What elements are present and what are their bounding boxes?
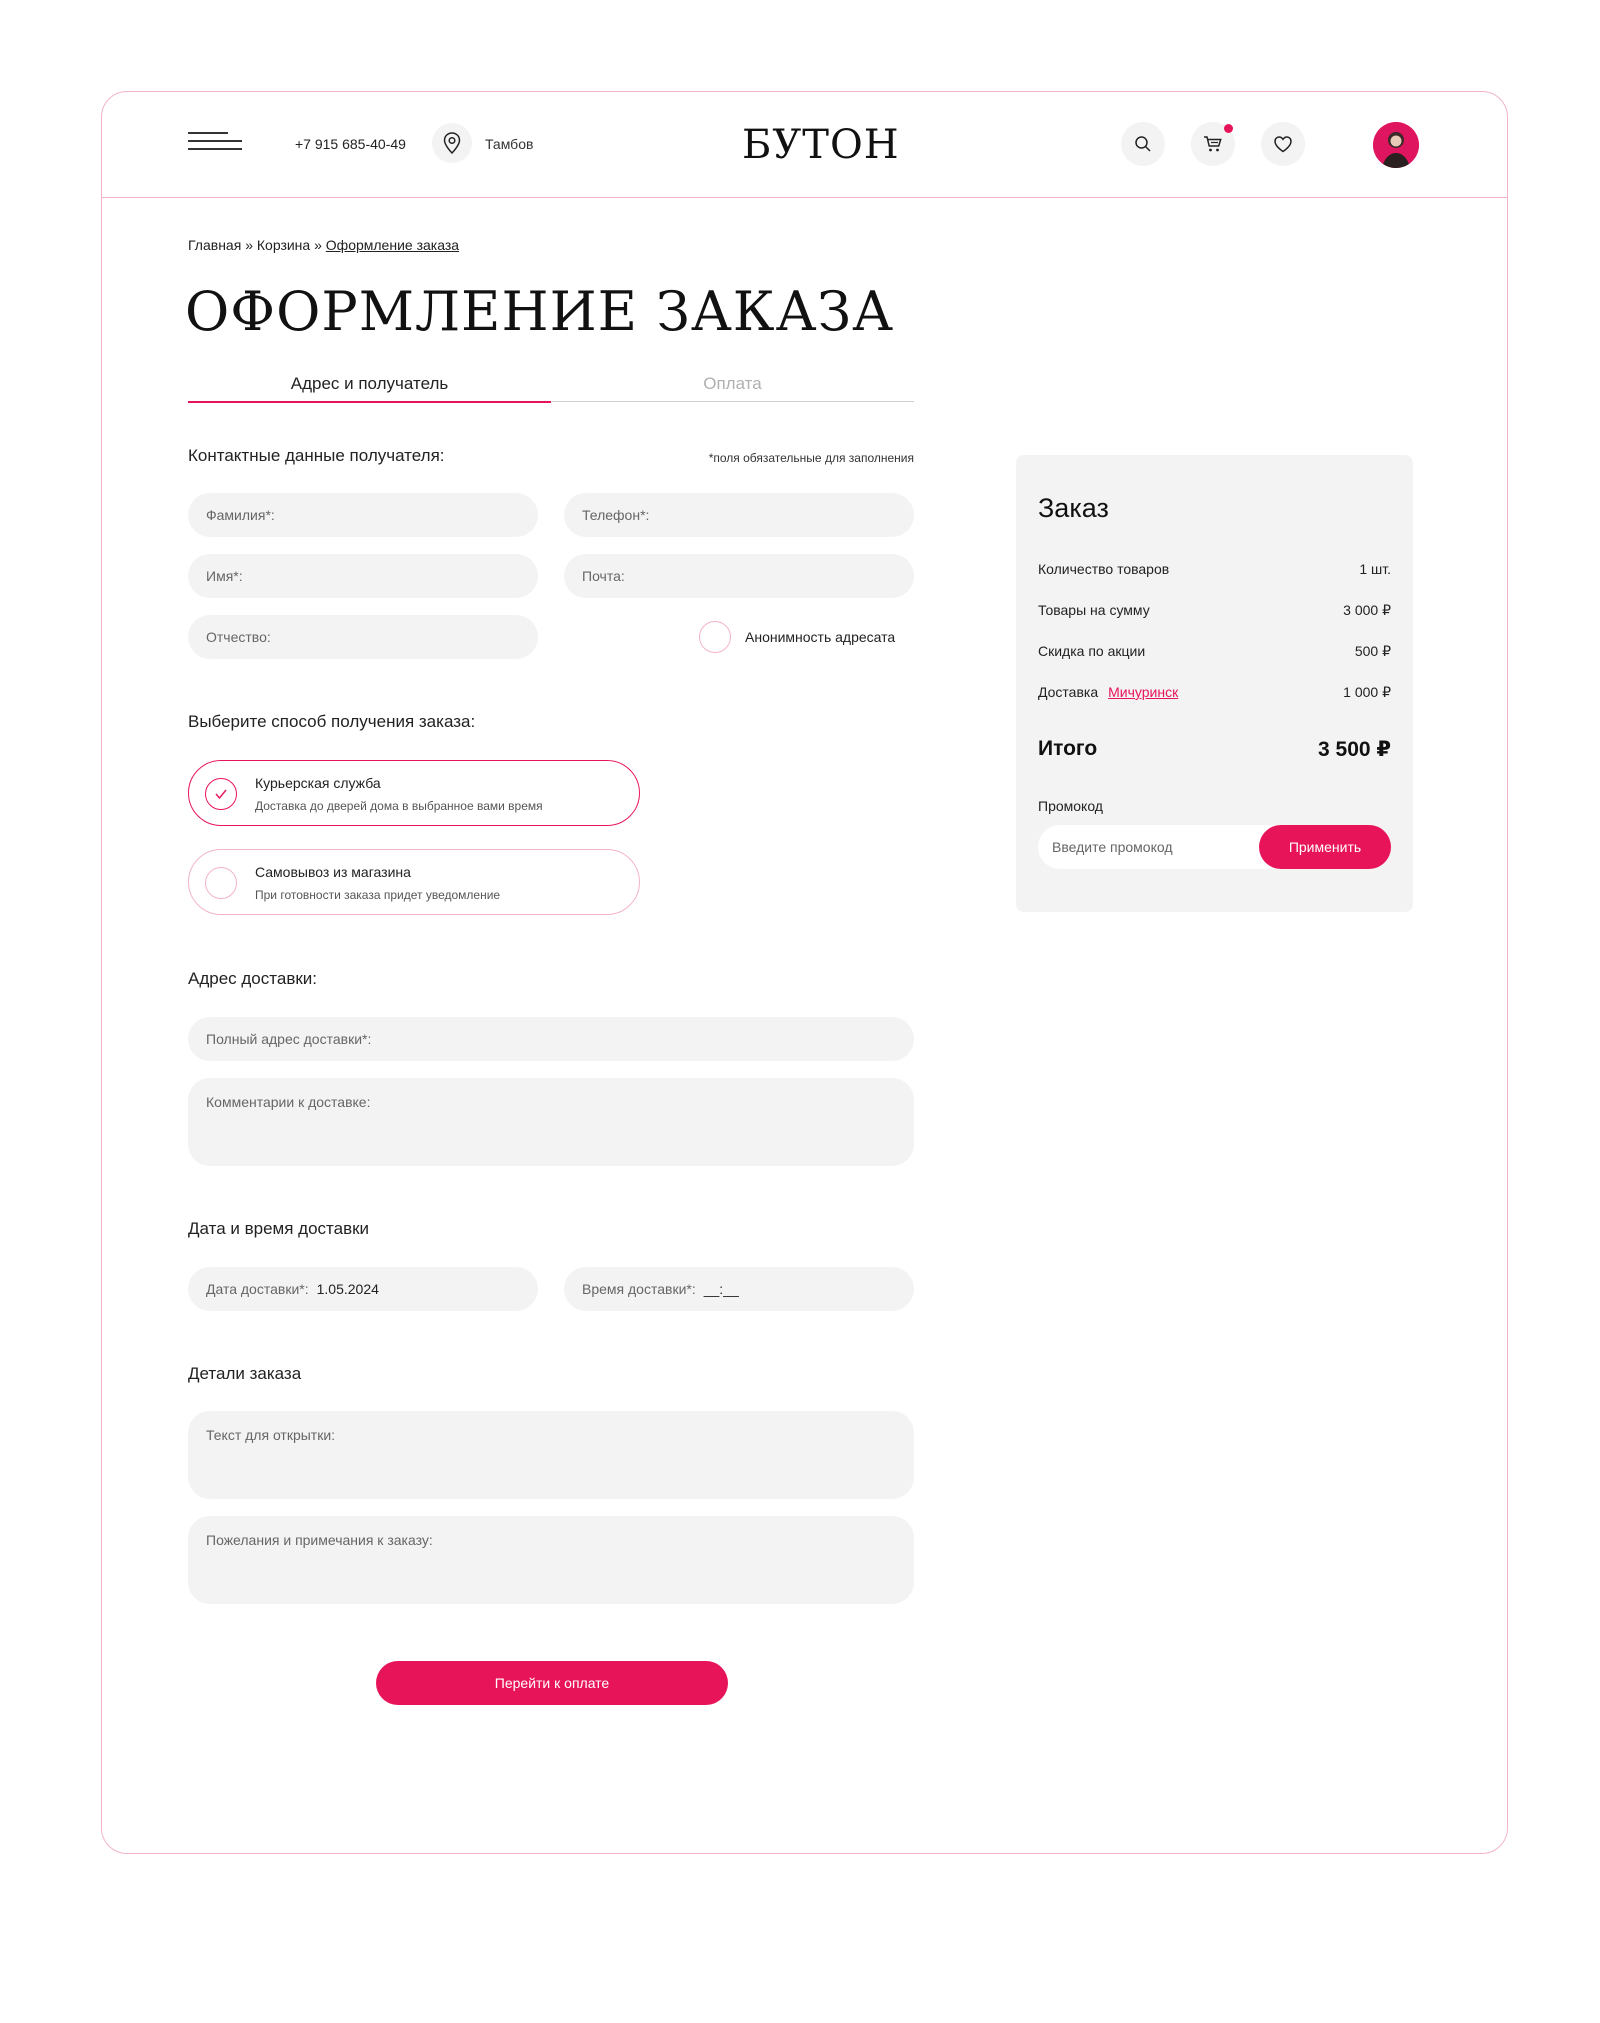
option-courier[interactable] (188, 760, 640, 826)
tab-address[interactable]: Адрес и получатель (188, 374, 551, 394)
last-name-placeholder: Фамилия*: (206, 507, 275, 523)
cart-icon[interactable] (1191, 122, 1235, 166)
avatar[interactable] (1373, 122, 1419, 168)
promo-input-group (1038, 825, 1391, 869)
date-value: 1.05.2024 (316, 1281, 379, 1297)
promo-input[interactable]: Введите промокод (1052, 839, 1173, 855)
required-note: *поля обязательные для заполнения (708, 451, 914, 465)
cart-badge (1224, 124, 1233, 133)
breadcrumb-current[interactable]: Оформление заказа (325, 237, 460, 253)
radio-circle-icon (205, 867, 237, 899)
total-value: 3 500 ₽ (1318, 738, 1391, 761)
search-icon[interactable] (1121, 122, 1165, 166)
delivery-comments-placeholder: Комментарии к доставке: (206, 1094, 371, 1110)
breadcrumb-home[interactable]: Главная (188, 237, 242, 253)
checkbox-circle-icon (699, 621, 731, 653)
card-text-field[interactable] (188, 1411, 914, 1499)
total-label: Итого (1038, 737, 1098, 760)
full-address-placeholder: Полный адрес доставки*: (206, 1031, 372, 1047)
order-summary (1016, 455, 1413, 912)
heart-icon[interactable] (1261, 122, 1305, 166)
delivery-method-heading: Выберите способ получения заказа: (188, 712, 476, 731)
details-heading: Детали заказа (188, 1364, 302, 1383)
summary-row-value: 3 000 ₽ (1343, 602, 1391, 618)
summary-row-label: Количество товаров (1038, 561, 1170, 577)
apply-promo-button[interactable]: Применить (1259, 825, 1391, 869)
delivery-comments-field[interactable] (188, 1078, 914, 1166)
contact-heading: Контактные данные получателя: (188, 446, 445, 465)
location-pin-icon[interactable] (432, 123, 472, 163)
breadcrumb-separator: » (245, 237, 253, 253)
option-subtitle: Доставка до дверей дома в выбранное вами время (255, 799, 543, 813)
last-name-field[interactable] (188, 493, 538, 537)
page-title: ОФОРМЛЕНИЕ ЗАКАЗА (185, 280, 895, 343)
breadcrumb-separator: » (314, 237, 322, 253)
city-selector[interactable]: Тамбов (485, 136, 534, 152)
date-label: Дата доставки*: (206, 1281, 309, 1297)
option-title: Самовывоз из магазина (255, 864, 411, 880)
page-frame (101, 91, 1508, 1854)
logo[interactable]: БУТОН (742, 122, 900, 168)
email-field[interactable] (564, 554, 914, 598)
option-title: Курьерская служба (255, 775, 381, 791)
time-value: __:__ (703, 1281, 739, 1297)
card-text-placeholder: Текст для открытки: (206, 1427, 336, 1443)
delivery-label: Доставка (1038, 684, 1099, 700)
summary-title: Заказ (1038, 493, 1109, 523)
go-to-payment-button[interactable]: Перейти к оплате (376, 1661, 728, 1705)
full-address-field[interactable] (188, 1017, 914, 1061)
patronymic-placeholder: Отчество: (206, 629, 271, 645)
tab-payment[interactable]: Оплата (703, 374, 762, 393)
option-subtitle: При готовности заказа придет уведомление (255, 888, 501, 902)
site-header (102, 92, 1507, 198)
email-placeholder: Почта: (582, 568, 625, 584)
phone-placeholder: Телефон*: (582, 507, 650, 523)
anonymous-label: Анонимность адресата (745, 629, 896, 645)
breadcrumb (188, 237, 459, 253)
first-name-field[interactable] (188, 554, 538, 598)
delivery-time-field[interactable] (564, 1267, 914, 1311)
delivery-date-field[interactable] (188, 1267, 538, 1311)
order-notes-placeholder: Пожелания и примечания к заказу: (206, 1532, 433, 1548)
phone-field[interactable] (564, 493, 914, 537)
summary-row-value: 500 ₽ (1354, 643, 1391, 659)
summary-row-value: 1 шт. (1359, 561, 1391, 577)
first-name-placeholder: Имя*: (206, 568, 243, 584)
patronymic-field[interactable] (188, 615, 538, 659)
summary-total (1038, 737, 1391, 761)
phone-number[interactable]: +7 915 685-40-49 (295, 136, 406, 152)
address-heading: Адрес доставки: (188, 969, 318, 988)
promo-label: Промокод (1038, 798, 1103, 814)
datetime-heading: Дата и время доставки (188, 1219, 370, 1238)
breadcrumb-cart[interactable]: Корзина (256, 237, 311, 253)
delivery-city-link[interactable]: Мичуринск (1108, 684, 1179, 700)
time-label: Время доставки*: (582, 1281, 696, 1297)
summary-row-label: Скидка по акции (1038, 643, 1146, 659)
summary-row-value: 1 000 ₽ (1343, 684, 1391, 700)
menu-icon[interactable] (188, 132, 242, 152)
check-icon (205, 778, 237, 810)
summary-row-label: Товары на сумму (1038, 602, 1150, 618)
anonymous-checkbox[interactable] (699, 621, 895, 653)
option-pickup[interactable] (188, 849, 640, 915)
checkout-tabs (188, 374, 914, 402)
summary-row-label (1038, 684, 1178, 700)
order-notes-field[interactable] (188, 1516, 914, 1604)
